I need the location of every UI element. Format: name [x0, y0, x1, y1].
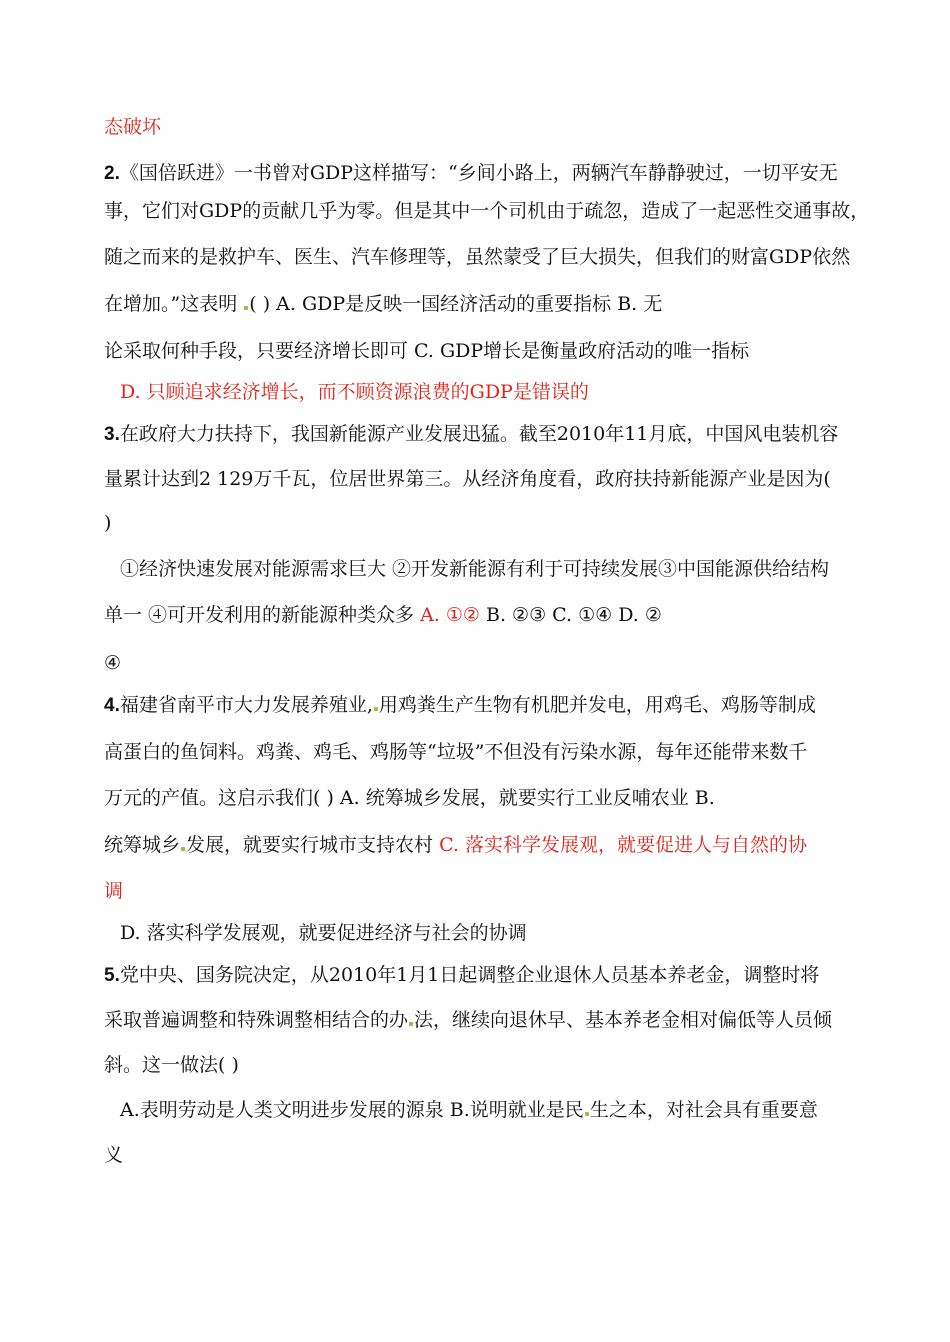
q4-option-d: D. 落实科学发展观，就要促进经济与社会的协调 — [120, 922, 527, 944]
q5-line-5: 义 — [104, 1144, 124, 1166]
q4-line-2: 高蛋白的鱼饲料。鸡粪、鸡毛、鸡肠等“垃圾”不但没有污染水源，每年还能带来数千 — [104, 741, 808, 763]
edit-mark — [181, 847, 185, 851]
q5-line-2 — [104, 1007, 832, 1033]
q3-line-6: ④ — [104, 652, 122, 674]
q3-line-5 — [104, 602, 662, 628]
q4-line-4 — [104, 832, 807, 858]
q5-number: 5. — [104, 965, 120, 986]
q2-text-1: 《国倍跃进》一书曾对GDP这样描写：“乡间小路上，两辆汽车静静驶过，一切平安无 — [119, 162, 838, 184]
q4-answer-cont: 调 — [104, 880, 124, 902]
q3-line-3: ) — [104, 512, 112, 534]
q2-answer: D. 只顾追求经济增长，而不顾资源浪费的GDP是错误的 — [120, 381, 589, 403]
q4-line-3: 万元的产值。这启示我们( ) A. 统筹城乡发展，就要实行工业反哺农业 B. — [104, 787, 715, 809]
q2-number: 2. — [104, 163, 120, 184]
q3-line-4: ①经济快速发展对能源需求巨大 ②开发新能源有利于可持续发展③中国能源供给结构 — [120, 558, 830, 580]
q4-text-1a: 福建省南平市大力发展养殖业 — [119, 694, 367, 716]
edit-mark — [244, 306, 248, 310]
q3-answer: A. ①② — [420, 604, 480, 626]
q3-text-5a: 单一 ④可开发利用的新能源种类众多 — [104, 604, 421, 626]
q5-line-3: 斜。这一做法( ) — [104, 1054, 239, 1076]
q4-number: 4. — [104, 695, 120, 716]
q2-text-4b: ( ) A. GDP是反映一国经济活动的重要指标 B. 无 — [249, 293, 663, 315]
q5-text-2b: 法，继续向退休早、基本养老金相对偏低等人员倾 — [414, 1009, 833, 1031]
q3-line-1 — [104, 421, 838, 448]
q3-line-2: 量累计达到2 129万千瓦，位居世界第三。从经济角度看，政府扶持新能源产业是因为( — [104, 468, 831, 490]
q5-text-4b: 生之本，对社会具有重要意 — [589, 1099, 818, 1121]
q3-text-5c: B. ②③ C. ①④ D. ② — [479, 604, 662, 626]
q2-line-2: 事，它们对GDP的贡献几乎为零。但是其中一个司机由于疏忽，造成了一起恶性交通事故， — [104, 200, 870, 222]
q2-line-5: 论采取何种手段，只要经济增长即可 C. GDP增长是衡量政府活动的唯一指标 — [104, 340, 750, 362]
edit-mark — [374, 707, 378, 711]
q3-text-1: 在政府大力扶持下，我国新能源产业发展迅猛。截至2010年11月底，中国风电装机容 — [119, 423, 839, 445]
q5-text-4a: A.表明劳动是人类文明进步发展的源泉 B.说明就业是民 — [120, 1099, 584, 1121]
edit-mark — [409, 1022, 413, 1026]
edit-mark — [585, 1112, 589, 1116]
q2-line-3: 随之而来的是救护车、医生、汽车修理等，虽然蒙受了巨大损失，但我们的财富GDP依然 — [104, 246, 851, 268]
q5-line-1 — [104, 962, 819, 989]
q4-line-1: 4.福建省南平市大力发展养殖业, 用鸡粪生产生物有机肥并发电，用鸡毛、鸡肠等制成 — [104, 694, 816, 716]
q5-line-4 — [120, 1097, 818, 1123]
q4-text-4a: 统筹城乡 — [104, 834, 181, 856]
q5-text-2a: 采取普遍调整和特殊调整相结合的办 — [104, 1009, 409, 1031]
q5-text-1: 党中央、国务院决定，从2010年1月1日起调整企业退休人员基本养老金，调整时将 — [119, 964, 820, 986]
q4-answer: C. 落实科学发展观，就要促进人与自然的协 — [439, 834, 808, 856]
q2-line-4 — [104, 291, 662, 317]
q2-line-1 — [104, 160, 838, 187]
q4-text-4b: 发展，就要实行城市支持农村 — [186, 834, 440, 856]
q3-number: 3. — [104, 424, 120, 445]
q2-text-4a: 在增加。”这表明 — [104, 293, 238, 315]
q4-text-1b: 用鸡粪生产生物有机肥并发电，用鸡毛、鸡肠等制成 — [378, 694, 816, 716]
prev-answer-fragment: 态破坏 — [104, 116, 162, 138]
